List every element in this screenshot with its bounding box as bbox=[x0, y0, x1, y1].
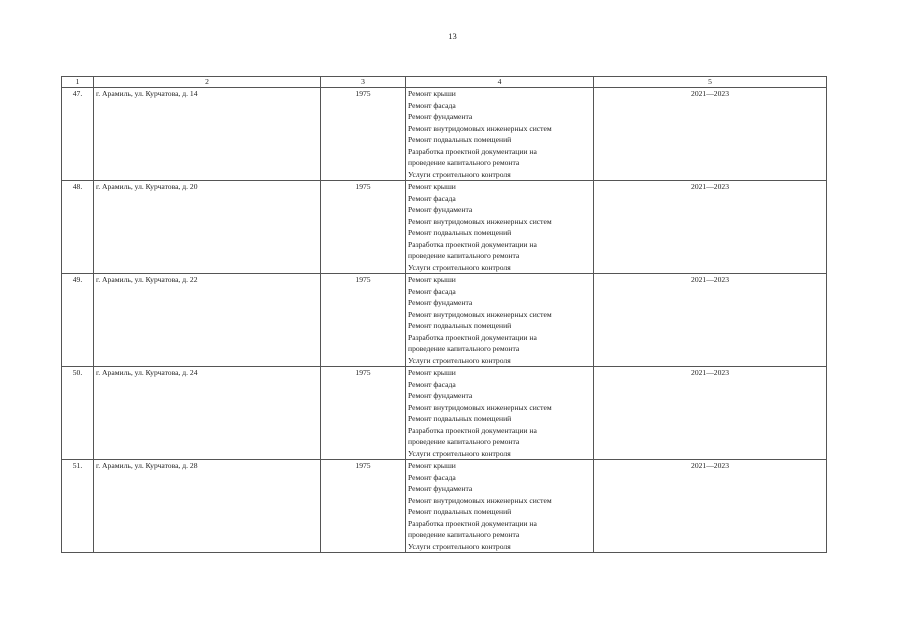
row-year: 1975 bbox=[321, 181, 406, 274]
row-period: 2021—2023 bbox=[594, 367, 827, 460]
work-item: проведение капитального ремонта bbox=[408, 251, 520, 260]
table-header bbox=[62, 77, 827, 88]
row-works bbox=[406, 88, 594, 181]
table-row bbox=[62, 181, 827, 274]
work-item: Ремонт крыши bbox=[408, 182, 456, 191]
work-item: Ремонт фундамента bbox=[408, 112, 473, 121]
row-number: 49. bbox=[62, 274, 94, 367]
work-item: Ремонт подвальных помещений bbox=[408, 507, 512, 516]
row-works bbox=[406, 274, 594, 367]
page-number: 13 bbox=[448, 31, 457, 41]
work-item: Ремонт подвальных помещений bbox=[408, 228, 512, 237]
work-item: Услуги строительного контроля bbox=[408, 169, 511, 179]
row-year: 1975 bbox=[321, 367, 406, 460]
work-item: Ремонт фундамента bbox=[408, 391, 473, 400]
work-item: Ремонт фасада bbox=[408, 379, 456, 389]
repair-works-table bbox=[61, 76, 827, 553]
column-header-4: 4 bbox=[406, 77, 594, 88]
table-body bbox=[62, 88, 827, 553]
row-works bbox=[406, 181, 594, 274]
work-item: Ремонт крыши bbox=[408, 461, 456, 470]
column-header-1: 1 bbox=[62, 77, 94, 88]
work-item: Ремонт фасада bbox=[408, 193, 456, 203]
row-address: г. Арамиль, ул. Курчатова, д. 28 bbox=[94, 460, 321, 553]
work-item: Ремонт подвальных помещений bbox=[408, 135, 512, 144]
row-period: 2021—2023 bbox=[594, 274, 827, 367]
work-item: Ремонт внутридомовых инженерных систем bbox=[408, 309, 552, 319]
work-item: Ремонт фасада bbox=[408, 286, 456, 296]
header-row bbox=[62, 77, 827, 88]
work-item: Разработка проектной документации на bbox=[408, 332, 537, 342]
work-item: Ремонт внутридомовых инженерных систем bbox=[408, 123, 552, 133]
column-header-2: 2 bbox=[94, 77, 321, 88]
row-address: г. Арамиль, ул. Курчатова, д. 24 bbox=[94, 367, 321, 460]
row-year: 1975 bbox=[321, 460, 406, 553]
row-works bbox=[406, 367, 594, 460]
work-item: Разработка проектной документации на bbox=[408, 518, 537, 528]
work-item: проведение капитального ремонта bbox=[408, 437, 520, 446]
work-item: Ремонт крыши bbox=[408, 275, 456, 284]
row-number: 50. bbox=[62, 367, 94, 460]
work-item: проведение капитального ремонта bbox=[408, 530, 520, 539]
row-period: 2021—2023 bbox=[594, 88, 827, 181]
work-item: Разработка проектной документации на bbox=[408, 146, 537, 156]
table-row bbox=[62, 460, 827, 553]
row-works bbox=[406, 460, 594, 553]
column-header-5: 5 bbox=[594, 77, 827, 88]
work-item: Ремонт внутридомовых инженерных систем bbox=[408, 495, 552, 505]
table-row bbox=[62, 367, 827, 460]
row-number: 47. bbox=[62, 88, 94, 181]
work-item: Ремонт внутридомовых инженерных систем bbox=[408, 216, 552, 226]
work-item: Ремонт фасада bbox=[408, 100, 456, 110]
column-header-3: 3 bbox=[321, 77, 406, 88]
work-item: Услуги строительного контроля bbox=[408, 262, 511, 272]
table-row bbox=[62, 274, 827, 367]
row-address: г. Арамиль, ул. Курчатова, д. 22 bbox=[94, 274, 321, 367]
work-item: Услуги строительного контроля bbox=[408, 448, 511, 458]
table-row bbox=[62, 88, 827, 181]
work-item: Ремонт фундамента bbox=[408, 484, 473, 493]
row-number: 51. bbox=[62, 460, 94, 553]
work-item: Ремонт внутридомовых инженерных систем bbox=[408, 402, 552, 412]
row-address: г. Арамиль, ул. Курчатова, д. 14 bbox=[94, 88, 321, 181]
row-number: 48. bbox=[62, 181, 94, 274]
work-item: Услуги строительного контроля bbox=[408, 541, 511, 551]
work-item: Ремонт подвальных помещений bbox=[408, 321, 512, 330]
work-item: Разработка проектной документации на bbox=[408, 425, 537, 435]
work-item: Ремонт фундамента bbox=[408, 205, 473, 214]
work-item: Разработка проектной документации на bbox=[408, 239, 537, 249]
work-item: Ремонт крыши bbox=[408, 89, 456, 98]
row-period: 2021—2023 bbox=[594, 181, 827, 274]
work-item: проведение капитального ремонта bbox=[408, 158, 520, 167]
work-item: Услуги строительного контроля bbox=[408, 355, 511, 365]
work-item: Ремонт фундамента bbox=[408, 298, 473, 307]
row-period: 2021—2023 bbox=[594, 460, 827, 553]
work-item: проведение капитального ремонта bbox=[408, 344, 520, 353]
row-year: 1975 bbox=[321, 88, 406, 181]
row-year: 1975 bbox=[321, 274, 406, 367]
work-item: Ремонт крыши bbox=[408, 368, 456, 377]
work-item: Ремонт фасада bbox=[408, 472, 456, 482]
row-address: г. Арамиль, ул. Курчатова, д. 20 bbox=[94, 181, 321, 274]
work-item: Ремонт подвальных помещений bbox=[408, 414, 512, 423]
